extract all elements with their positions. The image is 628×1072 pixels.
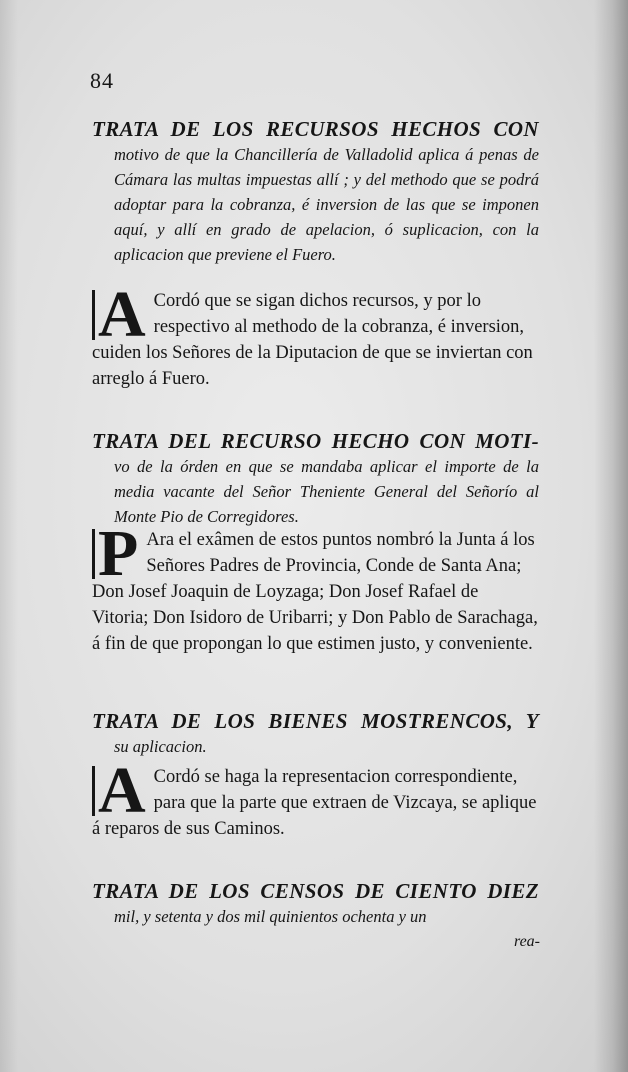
section-body-text: Cordó que se sigan dichos recursos, y por lo respectivo al methodo de la cobranza, é inversion, cuiden los Señores de la Diputacion de que se inviertan con arreglo á Fuero.: [92, 291, 533, 389]
page-gutter-shadow: [0, 0, 18, 1072]
page-number: 84: [90, 68, 114, 93]
section-heading-text: su aplicacion.: [114, 737, 207, 756]
drop-cap: A: [92, 290, 148, 340]
section-heading-title: TRATA DE LOS RECURSOS HECHOS CON: [92, 117, 539, 141]
section-recurso-moti-body: [92, 517, 539, 657]
drop-cap: P: [92, 529, 140, 579]
section-heading-text: vo de la órden en que se mandaba aplicar el importe de la media vacante del Señor Theniente General del Señorío al Monte Pio de Corregidores.: [114, 457, 539, 526]
drop-cap: A: [92, 766, 148, 816]
section-heading-text: motivo de que la Chancillería de Valladolid aplica á penas de Cámara las multas impuestas allí ; y del methodo que se podrá adoptar para la cobranza, é inversion de las que se imponen aquí, y allí en grado de apelacion, ó suplicacion, con la aplicacion que previene el Fuero.: [114, 145, 539, 264]
catchword: rea-: [513, 933, 540, 950]
section-recursos-heading: [92, 116, 539, 267]
section-recursos-body: [92, 278, 539, 392]
section-recurso-moti-heading: [92, 428, 539, 529]
section-heading-title: TRATA DEL RECURSO HECHO CON MOTI-: [92, 429, 539, 453]
section-bienes-body: [92, 754, 539, 842]
section-heading-text: mil, y setenta y dos mil quinientos ochenta y un: [114, 907, 427, 926]
section-body-text: Cordó se haga la representacion correspondiente, para que la parte que extraen de Vizcaya, se aplique á reparos de sus Caminos.: [92, 767, 537, 839]
section-heading-title: TRATA DE LOS CENSOS DE CIENTO DIEZ: [92, 879, 539, 903]
section-bienes-heading: [92, 708, 539, 759]
section-body-text: Ara el exâmen de estos puntos nombró la Junta á los Señores Padres de Provincia, Conde de Santa Ana; Don Josef Joaquin de Loyzaga; Don Josef Rafael de Vitoria; Don Isidoro de Uribarri; y Don Pablo de Sarachaga, á fin de que propongan lo que estimen justo, y conveniente.: [92, 530, 538, 654]
section-heading-title: TRATA DE LOS BIENES MOSTRENCOS, Y: [92, 709, 539, 733]
section-censos-heading: [92, 878, 539, 929]
page-edge-shadow: [594, 0, 628, 1072]
